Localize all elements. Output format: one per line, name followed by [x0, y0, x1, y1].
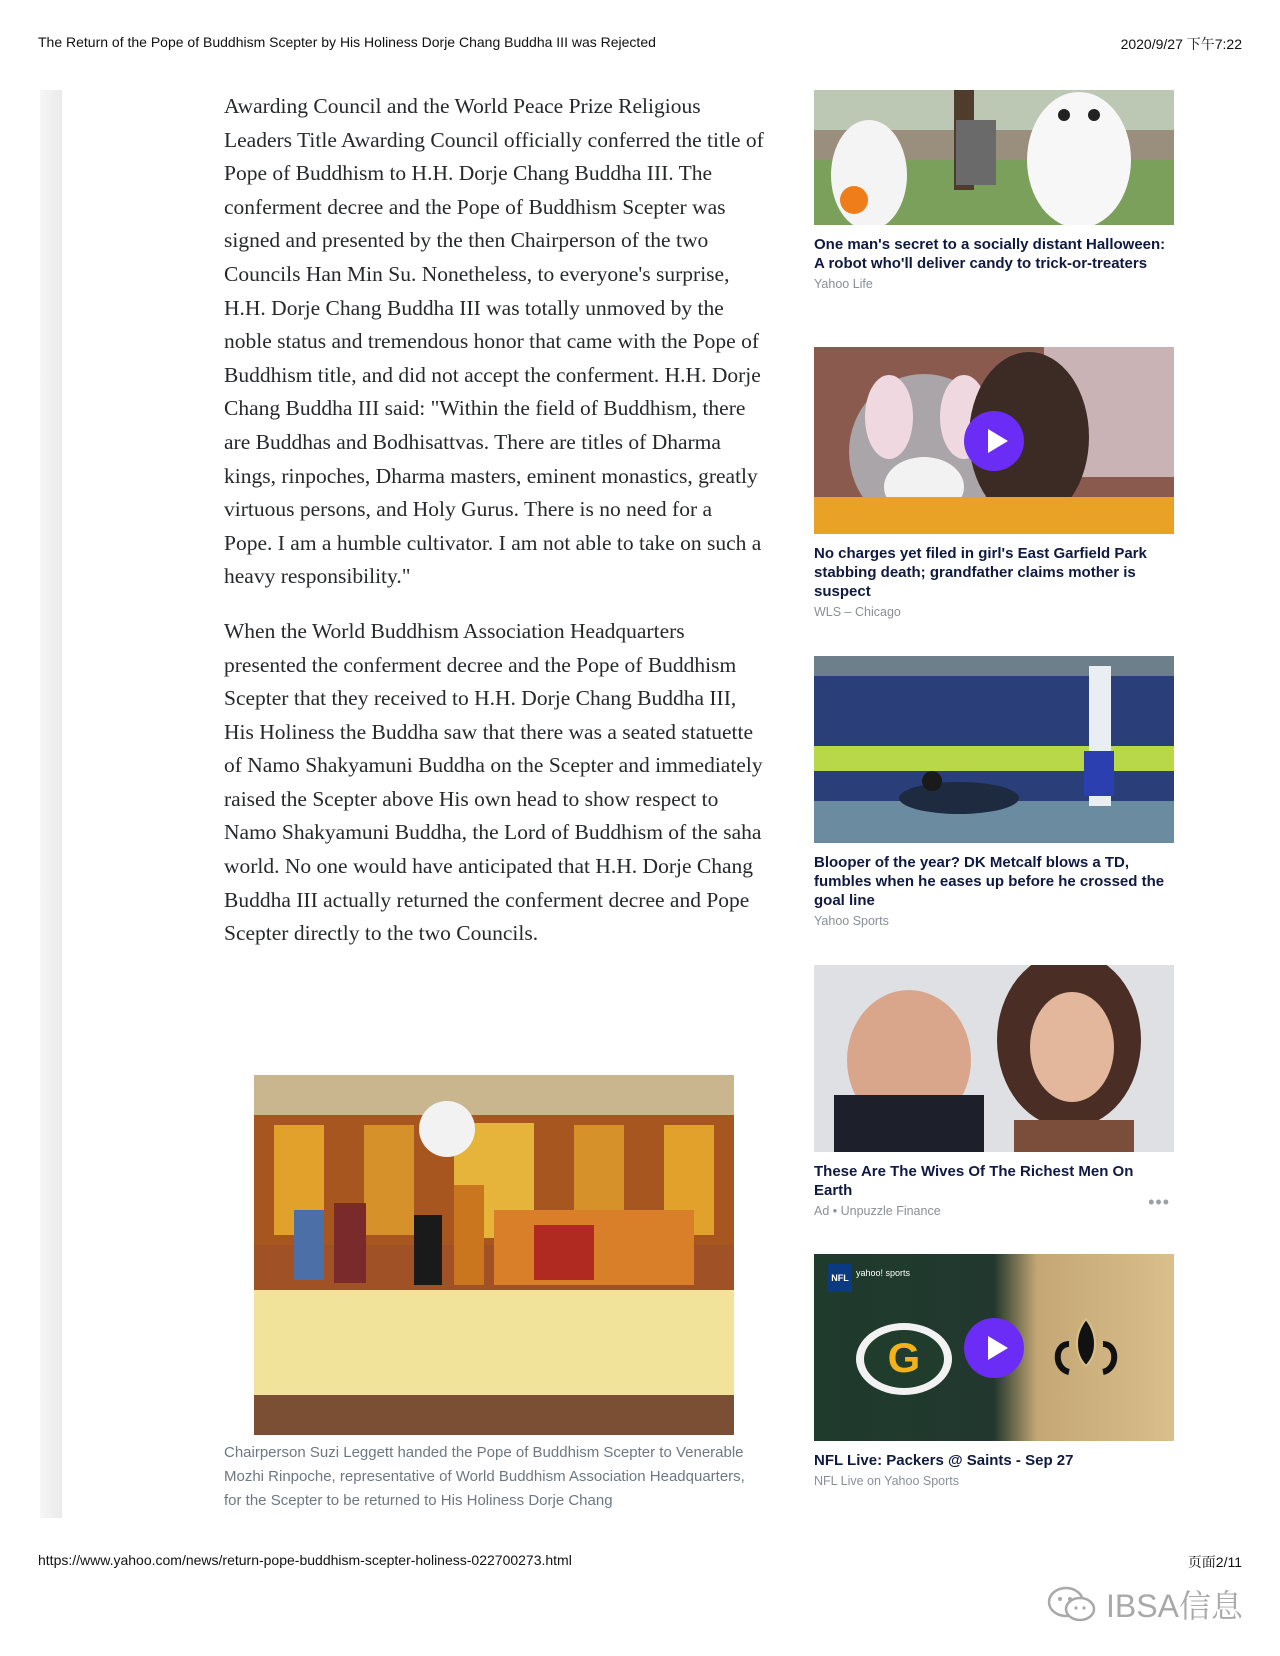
more-options-icon[interactable]: ••• — [1148, 1192, 1170, 1212]
video-card[interactable] — [814, 1254, 1174, 1488]
photo-caption: Chairperson Suzi Leggett handed the Pope of Buddhism Scepter to Venerable Mozhi Rinpoche, representative of World Buddhism Association Headquarters, for the Scepter to be returned to His Holiness Dorje Chang — [224, 1444, 745, 1509]
yahoo-sports-logo: yahoo! sports — [856, 1268, 911, 1278]
card-source: Yahoo Sports — [814, 914, 889, 928]
card-title[interactable]: Blooper of the year? DK Metcalf blows a TD, fumbles when he eases up before he crossed the goal line — [814, 854, 1165, 909]
nfl-logo-icon: NFL — [828, 1264, 852, 1292]
svg-text:G: G — [887, 1334, 921, 1381]
card-thumbnail[interactable] — [814, 90, 1174, 225]
card-source: Yahoo Life — [814, 277, 873, 291]
page-number: 页面2/11 — [1187, 1554, 1242, 1570]
card-source: NFL Live on Yahoo Sports — [814, 1474, 959, 1488]
left-rail — [40, 90, 62, 1518]
card-source: Ad • Unpuzzle Finance — [814, 1204, 941, 1218]
news-card[interactable] — [814, 656, 1174, 928]
card-thumbnail[interactable] — [814, 1254, 1174, 1441]
play-icon[interactable] — [964, 411, 1024, 471]
wechat-icon — [1044, 1584, 1100, 1624]
card-title[interactable]: One man's secret to a socially distant Halloween: A robot who'll deliver candy to trick-or-treaters — [814, 236, 1166, 272]
play-icon[interactable] — [964, 1318, 1024, 1378]
ad-card[interactable] — [814, 965, 1174, 1218]
card-thumbnail[interactable] — [814, 965, 1174, 1152]
article-paragraph: When the World Buddhism Association Headquarters presented the conferment decree and the Pope of Buddhism Scepter that they received to H.H. Dorje Chang Buddha III, His Holiness the Buddha saw that there was a seated statuette of Namo Shakyamuni Buddha on the Scepter and immediately raised the Scepter above His own head to show respect to Namo Shakyamuni Buddha, the Lord of Buddhism of the saha world. No one would have anticipated that H.H. Dorje Chang Buddha III actually returned the conferment decree and Pope Scepter directly to the two Councils. — [224, 618, 763, 946]
article-paragraph: Awarding Council and the World Peace Prize Religious Leaders Title Awarding Council officially conferred the title of Pope of Buddhism to H.H. Dorje Chang Buddha III. The conferment decree and the Pope of Buddhism Scepter was signed and presented by the then Chairperson of the two Councils Han Min Su. Nonetheless, to everyone's surprise, H.H. Dorje Chang Buddha III was totally unmoved by the noble status and tremendous honor that came with the Pope of Buddhism title, and did not accept the conferment. H.H. Dorje Chang Buddha III said: "Within the field of Buddhism, there are Buddhas and Bodhisattvas. There are titles of Dharma kings, rinpoches, Dharma masters, eminent monastics, greatly virtuous persons, and Holy Gurus. There is no need for a Pope. I am a humble cultivator. I am not able to take on such a heavy responsibility." — [224, 94, 764, 589]
card-title[interactable]: NFL Live: Packers @ Saints - Sep 27 — [814, 1452, 1074, 1469]
card-title[interactable]: No charges yet filed in girl's East Garfield Park stabbing death; grandfather claims mother is suspect — [814, 545, 1147, 600]
news-card[interactable] — [814, 347, 1174, 619]
page-url: https://www.yahoo.com/news/return-pope-buddhism-scepter-holiness-022700273.html — [38, 1552, 572, 1568]
print-header — [38, 34, 1242, 56]
document-title: The Return of the Pope of Buddhism Scepter by His Holiness Dorje Chang Buddha III was Rejected — [38, 34, 656, 50]
print-datetime: 2020/9/27 下午7:22 — [1120, 36, 1242, 52]
article-photo — [254, 1075, 734, 1435]
card-thumbnail[interactable] — [814, 656, 1174, 843]
print-footer — [38, 1552, 1242, 1574]
news-card[interactable] — [814, 90, 1174, 291]
article-body — [224, 90, 764, 972]
card-source: WLS – Chicago — [814, 605, 901, 619]
watermark-text: IBSA信息 — [1106, 1588, 1243, 1624]
card-title[interactable]: These Are The Wives Of The Richest Men On Earth — [814, 1163, 1134, 1199]
card-thumbnail[interactable] — [814, 347, 1174, 534]
watermark — [1044, 1578, 1243, 1630]
